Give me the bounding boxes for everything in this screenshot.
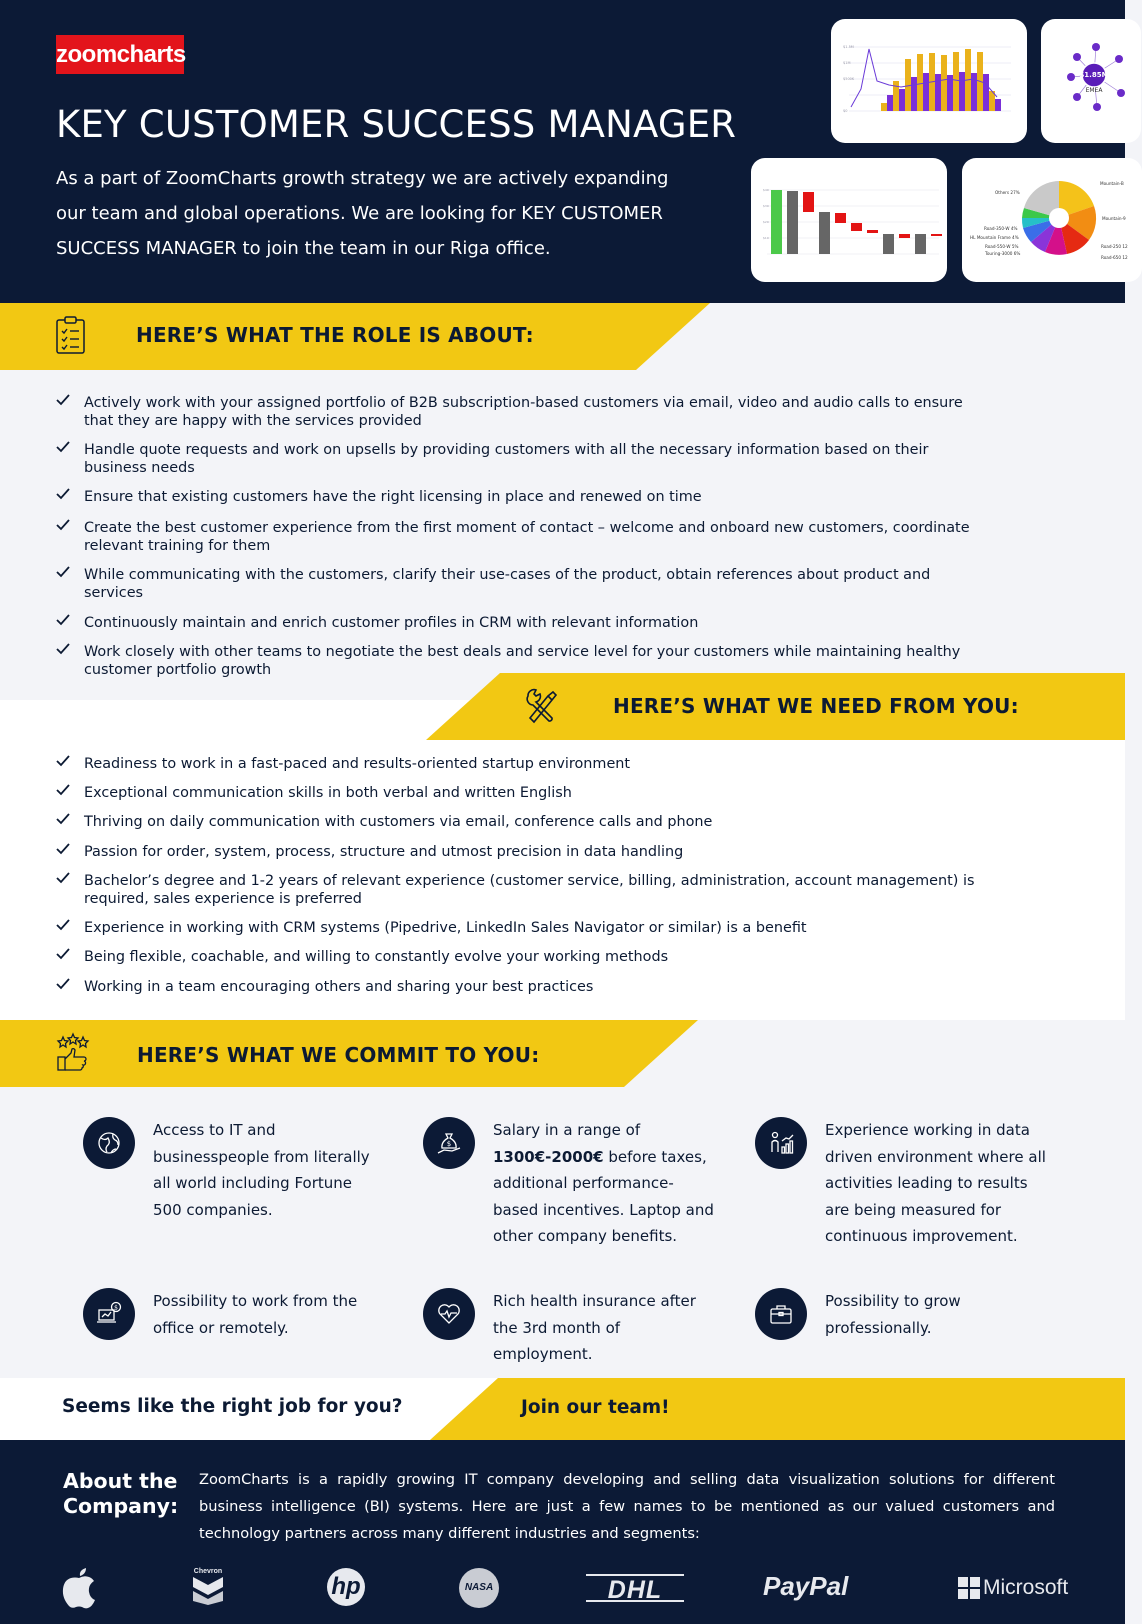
pie-label-mountain-b: Mountain-9 xyxy=(1102,216,1126,221)
list-item: Handle quote requests and work on upsells by providing customers with all the necessary information based on their business needs xyxy=(56,441,986,477)
svg-text:$1M: $1M xyxy=(843,61,851,65)
check-icon xyxy=(56,754,70,768)
list-item: Create the best customer experience from the first moment of contact – welcome and onboard new customers, coordinate relevant training for them xyxy=(56,519,986,555)
check-icon xyxy=(56,842,70,856)
need-section-title: HERE’S WHAT WE NEED FROM YOU: xyxy=(613,694,1019,718)
list-item: Passion for order, system, process, structure and utmost precision in data handling xyxy=(56,843,986,861)
briefcase-icon xyxy=(767,1300,795,1328)
pie-label-touring: Touring-3000 6% xyxy=(985,251,1021,256)
pie-label-road550: Road-550-W 5% xyxy=(985,244,1019,249)
check-icon xyxy=(56,871,70,885)
svg-text:$500K: $500K xyxy=(843,77,855,81)
pie-label-road650: Road-650 12 xyxy=(1101,255,1128,260)
dhl-logo: DHL xyxy=(586,1574,684,1602)
money-bag-hand-icon xyxy=(435,1129,463,1157)
tools-icon xyxy=(524,686,560,726)
pie-label-road350: Road-350-W 4% xyxy=(984,226,1018,231)
nasa-logo: NASA xyxy=(459,1568,499,1608)
svg-text:$: $ xyxy=(446,1140,452,1148)
apple-logo xyxy=(61,1565,97,1609)
benefit-text: Possibility to work from the office or remotely. xyxy=(153,1292,358,1337)
about-text: ZoomCharts is a rapidly growing IT company developing and selling data visualization solutions for different business intelligence (BI) systems. Here are just a few names to be mentioned as our valued customers and technology partners across many different industries and segments: xyxy=(199,1471,1055,1542)
benefit-text: Salary in a range of 1300€-2000€ before taxes, additional performance-based incentives. Laptop and other company benefits. xyxy=(493,1121,714,1245)
join-team-link[interactable]: Join our team! xyxy=(521,1397,670,1418)
page-title: KEY CUSTOMER SUCCESS MANAGER xyxy=(56,103,737,146)
list-item: Thriving on daily communication with customers via email, conference calls and phone xyxy=(56,813,986,831)
chevron-logo: Chevron xyxy=(191,1568,225,1608)
globe-icon xyxy=(95,1129,123,1157)
svg-text:$20: $20 xyxy=(763,220,769,224)
microsoft-logo: Microsoft xyxy=(958,1576,1068,1600)
role-section-title: HERE’S WHAT THE ROLE IS ABOUT: xyxy=(136,323,534,347)
check-icon xyxy=(56,565,70,579)
benefit-text: Possibility to grow professionally. xyxy=(825,1292,961,1337)
list-item: Ensure that existing customers have the right licensing in place and renewed on time xyxy=(56,488,986,506)
benefit-text: Rich health insurance after the 3rd month of employment. xyxy=(493,1292,696,1363)
about-heading: About the Company: xyxy=(63,1469,179,1518)
data-growth-icon xyxy=(767,1129,795,1157)
svg-text:$10: $10 xyxy=(763,236,769,240)
bar-line-chart-thumbnail xyxy=(831,19,1027,143)
svg-text:$1.5M: $1.5M xyxy=(843,45,854,49)
stars-thumbs-up-icon xyxy=(55,1033,91,1073)
check-icon xyxy=(56,977,70,991)
heart-pulse-icon xyxy=(435,1300,463,1328)
zoomcharts-logo[interactable]: zoomcharts xyxy=(56,35,184,74)
network-chart-thumbnail xyxy=(1041,19,1141,143)
svg-text:$0: $0 xyxy=(843,109,848,113)
benefit-text: Access to IT and businesspeople from literally all world including Fortune 500 companies. xyxy=(153,1121,370,1219)
list-item: Actively work with your assigned portfolio of B2B subscription-based customers via email, video and audio calls to ensure that they are happy with the services provided xyxy=(56,394,986,430)
hero-banner xyxy=(0,0,1128,303)
role-list xyxy=(56,394,986,679)
list-item: Work closely with other teams to negotiate the best deals and service level for your customers while maintaining healthy customer portfolio growth xyxy=(56,643,986,679)
pie-label-road250: Road-250 12 xyxy=(1101,244,1128,249)
check-icon xyxy=(56,613,70,627)
check-icon xyxy=(56,487,70,501)
salary-range: 1300€-2000€ xyxy=(493,1147,604,1166)
pie-label-others: Others 27% xyxy=(995,190,1020,195)
clipboard-checklist-icon xyxy=(54,316,90,356)
svg-text:$: $ xyxy=(114,1304,118,1312)
check-icon xyxy=(56,918,70,932)
waterfall-chart-thumbnail xyxy=(751,158,947,282)
pie-label-mountain-a: Mountain-B xyxy=(1100,181,1124,186)
list-item: Readiness to work in a fast-paced and results-oriented startup environment xyxy=(56,755,986,773)
list-item: Being flexible, coachable, and willing to constantly evolve your working methods xyxy=(56,948,986,966)
check-icon xyxy=(56,440,70,454)
paypal-logo: PayPal xyxy=(763,1571,849,1601)
remote-work-icon xyxy=(95,1300,123,1328)
list-item: While communicating with the customers, clarify their use-cases of the product, obtain references about product and services xyxy=(56,566,986,602)
svg-text:$40: $40 xyxy=(763,188,769,192)
check-icon xyxy=(56,947,70,961)
list-item: Bachelor’s degree and 1-2 years of relevant experience (customer service, billing, administration, account management) is required, sales experience is preferred xyxy=(56,872,986,908)
pie-label-hlmountain: HL Mountain Frame 4% xyxy=(970,235,1019,240)
check-icon xyxy=(56,812,70,826)
cta-question: Seems like the right job for you? xyxy=(62,1396,403,1417)
svg-text:$30: $30 xyxy=(763,204,769,208)
check-icon xyxy=(56,393,70,407)
hero-intro: As a part of ZoomCharts growth strategy we are actively expanding our team and global operations. We are looking for KEY CUSTOMER SUCCESS MANAGER to join the team in our Riga office. xyxy=(56,168,669,259)
list-item: Continuously maintain and enrich customer profiles in CRM with relevant information xyxy=(56,614,986,632)
check-icon xyxy=(56,518,70,532)
commit-section-title: HERE’S WHAT WE COMMIT TO YOU: xyxy=(137,1043,540,1067)
list-item: Experience in working with CRM systems (Pipedrive, LinkedIn Sales Navigator or similar) is a benefit xyxy=(56,919,986,937)
list-item: Exceptional communication skills in both verbal and written English xyxy=(56,784,986,802)
pie-chart-thumbnail xyxy=(962,158,1142,282)
hp-logo: hp xyxy=(327,1568,365,1606)
network-label: EMEA xyxy=(1085,87,1103,94)
need-list xyxy=(56,755,986,996)
list-item: Working in a team encouraging others and sharing your best practices xyxy=(56,978,986,996)
network-value: $1.85M xyxy=(1079,71,1109,79)
benefit-text: Experience working in data driven environment where all activities leading to results are being measured for continuous improvement. xyxy=(825,1121,1046,1245)
check-icon xyxy=(56,642,70,656)
check-icon xyxy=(56,783,70,797)
